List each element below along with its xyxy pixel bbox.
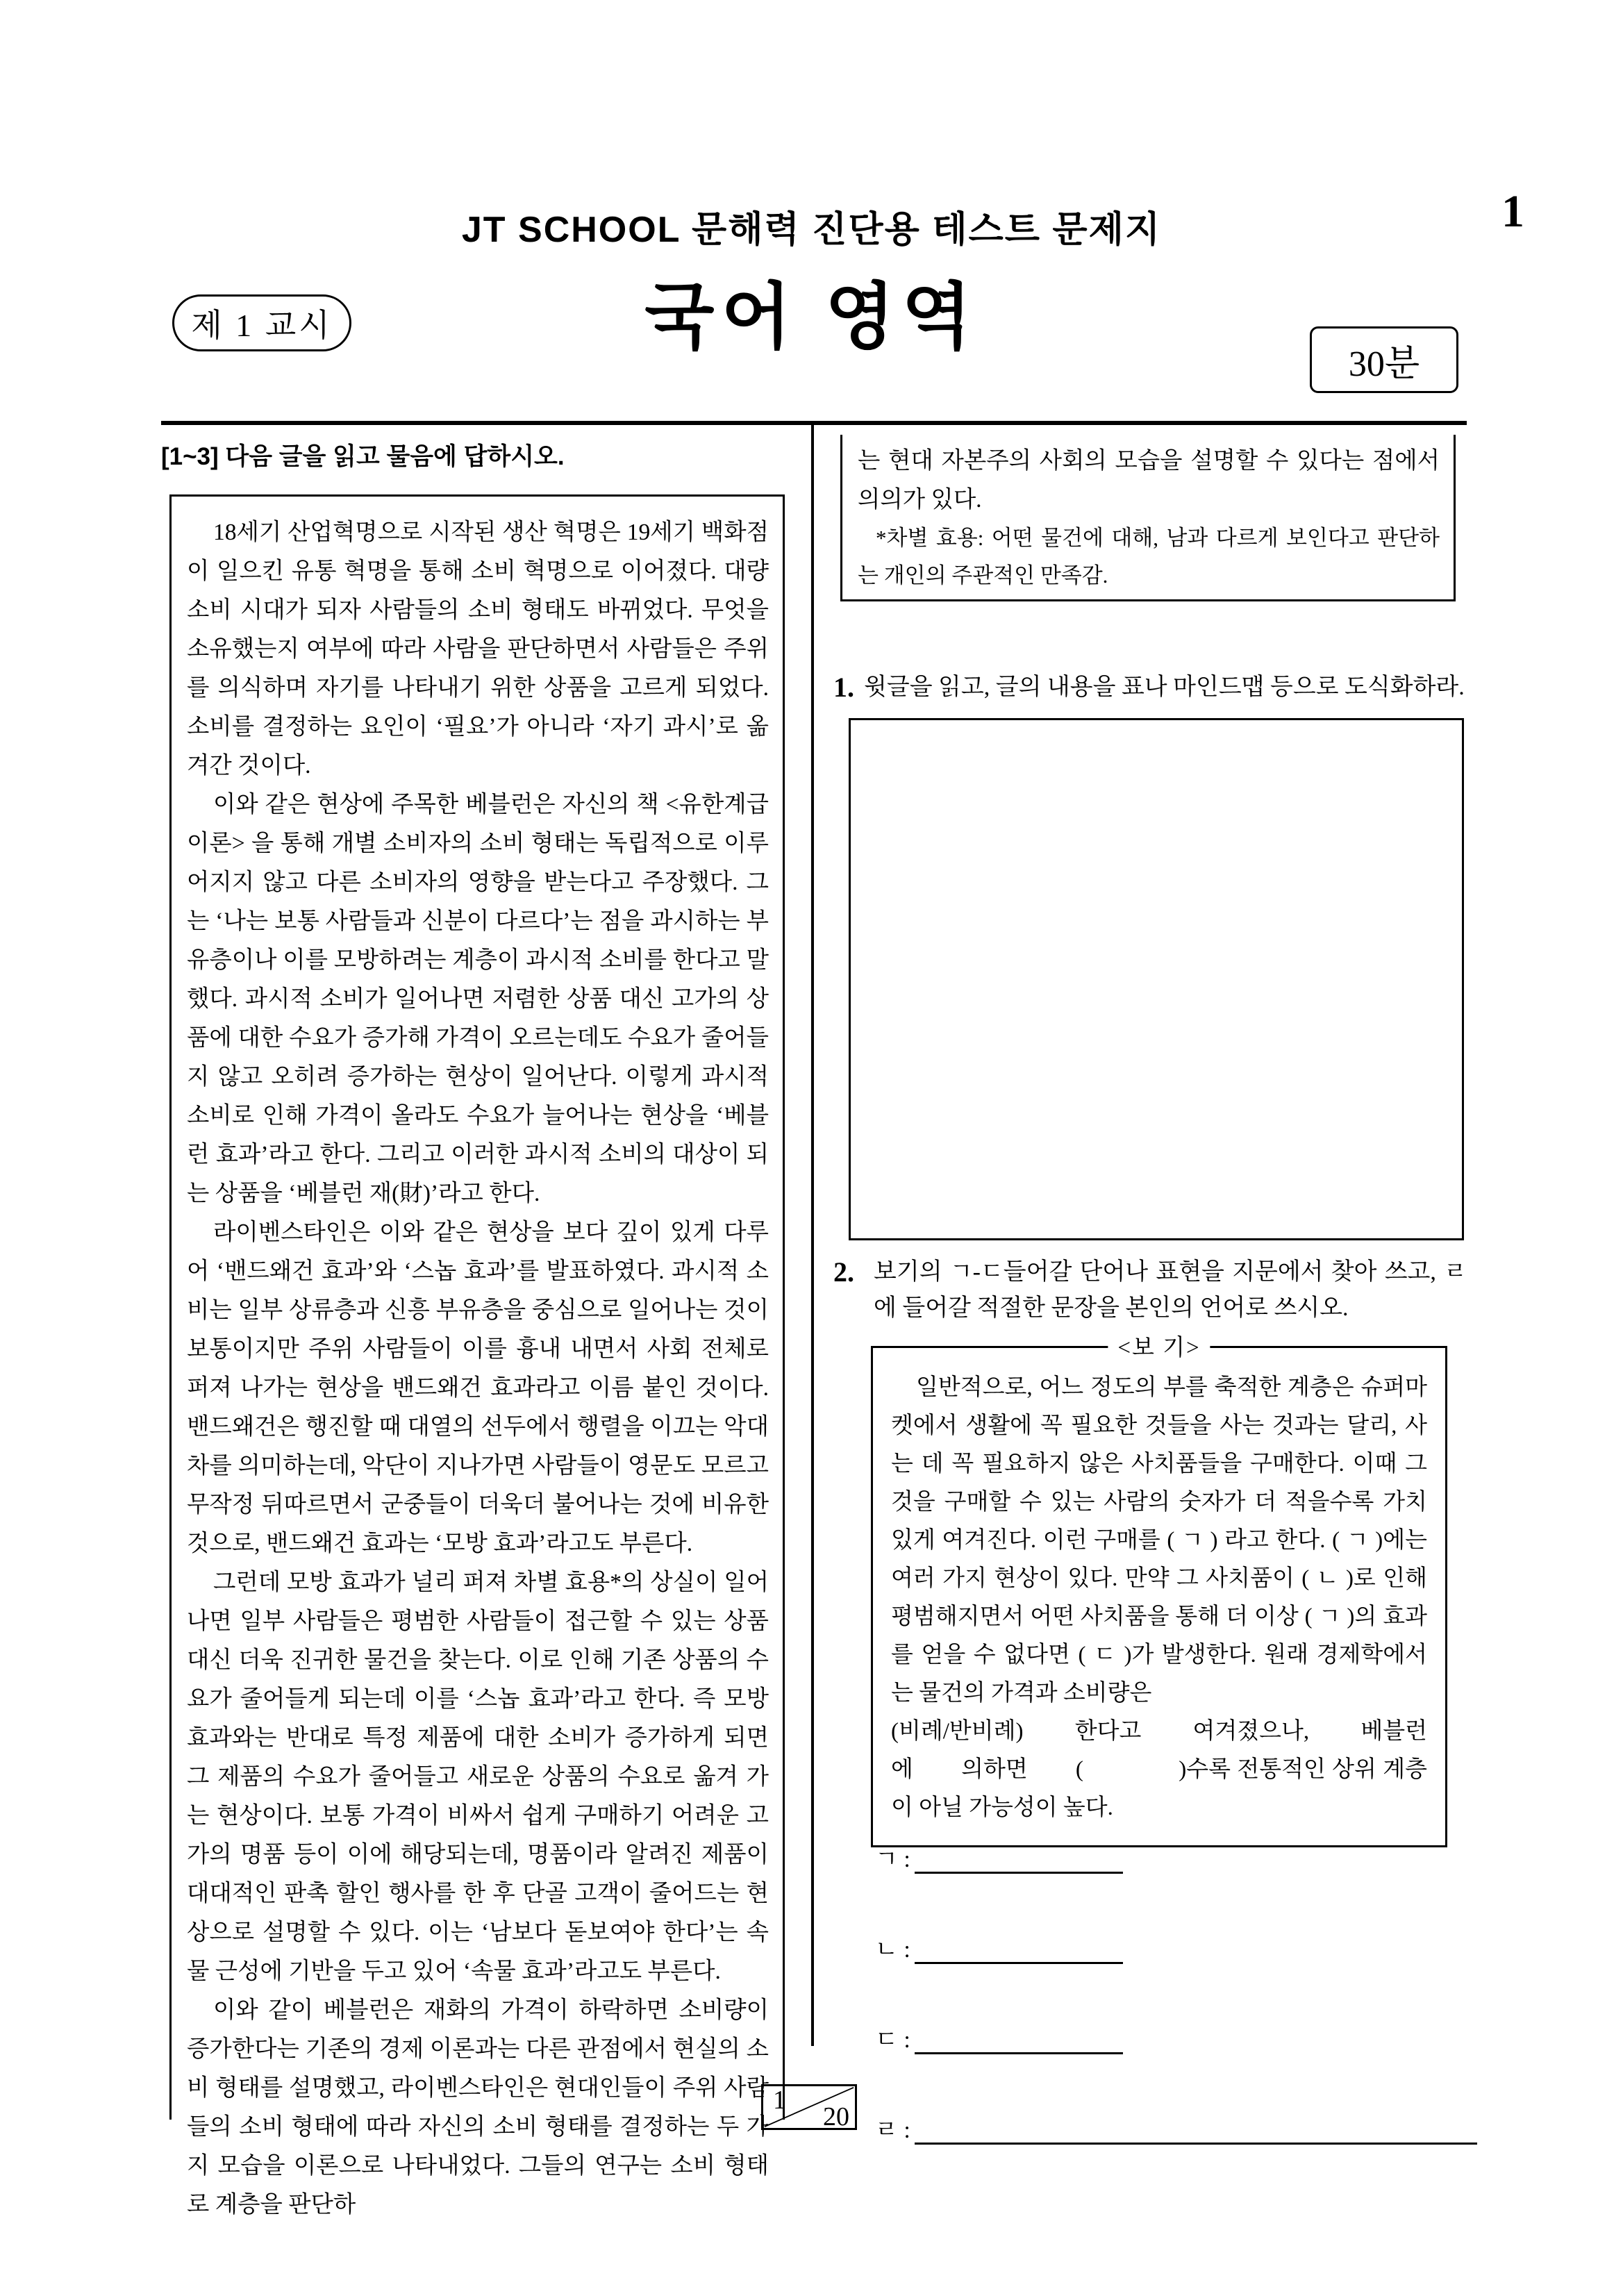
answer-row bbox=[875, 1783, 1465, 1874]
page-number-top: 1 bbox=[1501, 186, 1524, 237]
answer-write-line-a[interactable] bbox=[915, 1851, 1123, 1874]
passage-paragraph: 이와 같이 베블런은 재화의 가격이 하락하면 소비량이 증가한다는 기존의 경제 이론과는 다른 관점에서 현실의 소비 형태를 설명했고, 라이벤스타인은 현대인들이 주위 사람들의 소비 형태에 따라 자신의 소비 형태를 결정하는 두 가지 모습을 이론으로 나타내었다. 그들의 연구는 소비 형태로 계층을 판단하 bbox=[187, 1997, 769, 2218]
column-divider bbox=[811, 421, 814, 2046]
question-1-number: 1. bbox=[833, 672, 854, 703]
answer-label-a: ㄱ : bbox=[875, 1847, 910, 1872]
exam-title: JT SCHOOL 문해력 진단용 테스트 문제지 bbox=[461, 210, 1162, 250]
bogi-body-text: 일반적으로, 어느 정도의 부를 축적한 계층은 슈퍼마켓에서 생활에 꼭 필요한 것들을 사는 것과는 달리, 사는 데 꼭 필요하지 않은 사치품들을 구매한다. 이때 그것을 구매할 수 있는 사람의 숫자가 더 적을수록 가치 있게 여겨진다. 이런 구매를 ( ㄱ ) 라고 한다. ( ㄱ )에는 여러 가지 현상이 있다. 만약 그 사치품이 ( ㄴ )로 인해 평범해지면서 어떤 사치품을 통해 더 이상 ( ㄱ )의 효과를 얻을 수 없다면 ( ㄷ )가 발생한다. 원래 경제학에서는 물건의 가격과 소비량은 bbox=[891, 1375, 1427, 1706]
answer-write-line-c[interactable] bbox=[915, 2031, 1123, 2054]
passage-box bbox=[169, 494, 785, 2218]
answer-label-b: ㄴ : bbox=[875, 1937, 910, 1963]
bogi-body-last-line: (비례/반비례) 한다고 여겨졌으나, 베블런에 의하면 ( )수록 전통적인 상위 계층이 아닐 가능성이 높다. bbox=[891, 1719, 1427, 1820]
bogi-example-wrapper bbox=[871, 1336, 1447, 1847]
passage-continuation-box bbox=[840, 435, 1456, 601]
subject-title: 국어 영역 bbox=[644, 277, 979, 358]
passage-paragraph: 이와 같은 현상에 주목한 베블런은 자신의 책 <유한계급 이론> 을 통해 개별 소비자의 소비 형태는 독립적으로 이루어지지 않고 다른 소비자의 영향을 받는다고 주장했다. 그는 ‘나는 보통 사람들과 신분이 다르다’는 점을 과시하는 부유층이나 이를 모방하려는 계층이 과시적 소비를 한다고 말했다. 과시적 소비가 일어나면 저렴한 상품 대신 고가의 상품에 대한 수요가 증가해 가격이 오르는데도 수요가 줄어들지 않고 오히려 증가하는 현상이 일어난다. 이렇게 과시적 소비로 인해 가격이 올라도 수요가 늘어나는 현상을 ‘베블런 효과’라고 한다. 그리고 이러한 과시적 소비의 대상이 되는 상품을 ‘베블런 재(財)’라고 한다. bbox=[187, 792, 769, 1206]
footer-total-pages: 20 bbox=[823, 2102, 849, 2130]
passage-footnote: *차별 효용: 어떤 물건에 대해, 남과 다르게 보인다고 판단하는 개인의 주관적인 만족감. bbox=[858, 526, 1440, 588]
passage-paragraph: 라이벤스타인은 이와 같은 현상을 보다 깊이 있게 다루어 ‘밴드왜건 효과’와 ‘스놉 효과’를 발표하였다. 과시적 소비는 일부 상류층과 신흥 부유층을 중심으로 일어나는 것이 보통이지만 주위 사람들이 이를 흉내 내면서 사회 전체로 퍼져 나가는 현상을 밴드왜건 효과라고 이름 붙인 것이다. 밴드왜건은 행진할 때 대열의 선두에서 행렬을 이끄는 악대차를 의미하는데, 악단이 지나가면 사람들이 영문도 모르고 무작정 뒤따르면서 군중들이 더욱더 불어나는 것에 비유한 것으로, 밴드왜건 효과는 ‘모방 효과’라고도 부른다. bbox=[187, 1220, 769, 1556]
question-2-answer-lines bbox=[875, 1783, 1465, 2145]
answer-write-line-d[interactable] bbox=[915, 2122, 1477, 2145]
question-1-answer-area[interactable] bbox=[849, 718, 1464, 1240]
time-limit-badge: 30분 bbox=[1310, 326, 1458, 393]
answer-row bbox=[875, 2054, 1465, 2145]
passage-paragraph: 18세기 산업혁명으로 시작된 생산 혁명은 19세기 백화점이 일으킨 유통 혁명을 통해 소비 혁명으로 이어졌다. 대량 소비 시대가 되자 사람들의 소비 형태도 바뀌었다. 무엇을 소유했는지 여부에 따라 사람을 판단하면서 사람들은 주위를 의식하며 자기를 나타내기 위한 상품을 고르게 되었다. 소비를 결정하는 요인이 ‘필요’가 아니라 ‘자기 과시’로 옮겨간 것이다. bbox=[187, 519, 769, 779]
answer-row bbox=[875, 1874, 1465, 1964]
question-1-text: 윗글을 읽고, 글의 내용을 표나 마인드맵 등으로 도식화하라. bbox=[864, 674, 1465, 700]
period-badge: 제 1 교시 bbox=[172, 294, 351, 351]
answer-row bbox=[875, 1964, 1465, 2054]
question-2 bbox=[833, 1254, 1467, 1326]
question-set-instruction: [1~3] 다음 글을 읽고 물음에 답하시오. bbox=[161, 443, 565, 470]
question-2-number: 2. bbox=[833, 1256, 854, 1288]
question-2-text: 보기의 ㄱ-ㄷ들어갈 단어나 표현을 지문에서 찾아 쓰고, ㄹ 에 들어갈 적절한 문장을 본인의 언어로 쓰시오. bbox=[874, 1259, 1467, 1321]
bogi-caption: <보 기> bbox=[1108, 1329, 1210, 1362]
question-1 bbox=[833, 669, 1467, 706]
answer-write-line-b[interactable] bbox=[915, 1941, 1123, 1964]
footer-page-indicator bbox=[761, 2084, 857, 2130]
passage-continuation-text: 는 현대 자본주의 사회의 모습을 설명할 수 있다는 점에서 의의가 있다. bbox=[858, 448, 1440, 513]
answer-label-c: ㄷ : bbox=[875, 2027, 910, 2053]
answer-label-d: ㄹ : bbox=[875, 2118, 910, 2143]
header-divider-rule bbox=[161, 421, 1467, 425]
page-header bbox=[0, 0, 1623, 389]
footer-current-page: 1 bbox=[773, 2086, 786, 2115]
passage-paragraph: 그런데 모방 효과가 널리 퍼져 차별 효용*의 상실이 일어나면 일부 사람들은 평범한 사람들이 접근할 수 있는 상품 대신 더욱 진귀한 물건을 찾는다. 이로 인해 기존 상품의 수요가 줄어들게 되는데 이를 ‘스놉 효과’라고 한다. 즉 모방 효과와는 반대로 특정 제품에 대한 소비가 증가하게 되면 그 제품의 수요가 줄어들고 새로운 상품의 수요로 옮겨 가는 현상이다. 보통 가격이 비싸서 쉽게 구매하기 어려운 고가의 명품 등이 이에 해당되는데, 명품이라 알려진 제품이 대대적인 판촉 할인 행사를 한 후 단골 고객이 줄어드는 현상으로 설명할 수 있다. 이는 ‘남보다 돋보여야 한다’는 속물 근성에 기반을 두고 있어 ‘속물 효과’라고도 부른다. bbox=[187, 1570, 769, 1984]
bogi-example-box bbox=[871, 1336, 1447, 1847]
